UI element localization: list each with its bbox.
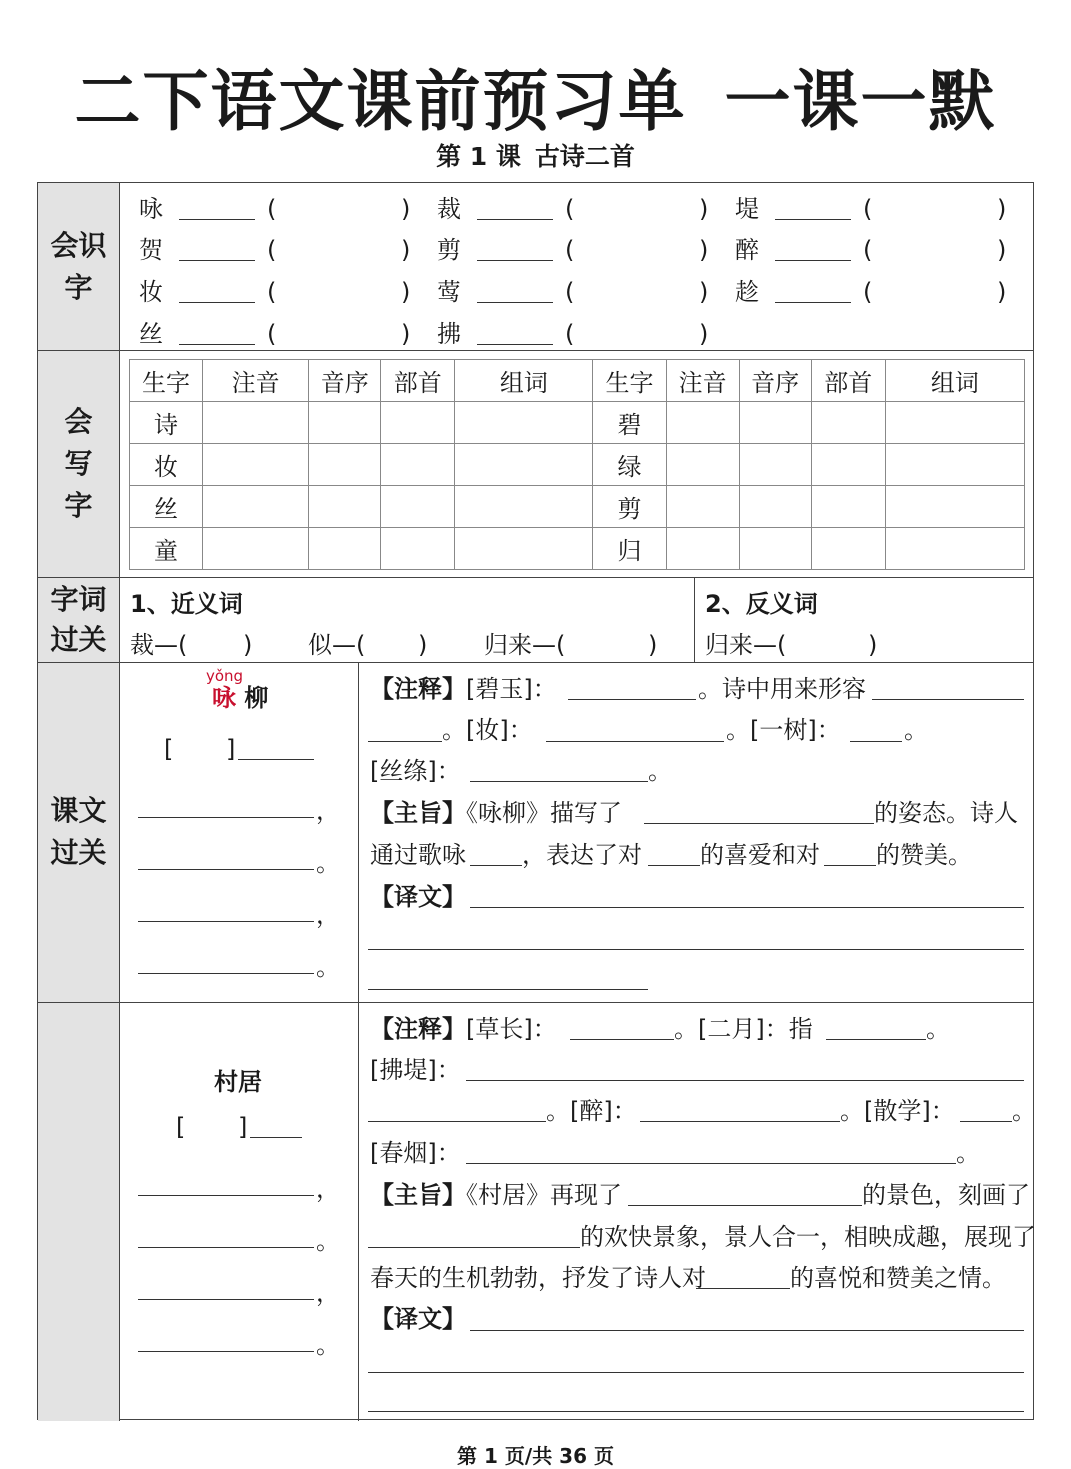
- table-cell[interactable]: [885, 402, 1024, 444]
- table-cell[interactable]: [811, 402, 885, 444]
- table-cell[interactable]: [309, 486, 381, 528]
- table-cell[interactable]: [885, 528, 1024, 570]
- close-paren: ): [418, 631, 428, 659]
- pinyin-blank: [179, 302, 255, 303]
- write-char: 妆: [130, 444, 203, 486]
- table-row: [130, 528, 1025, 570]
- pinyin-blank: [775, 219, 851, 220]
- open-paren: (: [863, 236, 873, 264]
- theme-text: ，表达了对: [522, 841, 642, 869]
- pinyin-annotation: yǒng: [206, 667, 244, 685]
- write-char: 丝: [130, 486, 203, 528]
- table-header: 组词: [885, 360, 1024, 402]
- table-header: 生字: [593, 360, 666, 402]
- recognize-char: 丝: [139, 320, 163, 348]
- table-cell[interactable]: [203, 444, 309, 486]
- table-cell[interactable]: [309, 444, 381, 486]
- note-text: 。[妆]：: [442, 716, 533, 744]
- note-text: [丝绦]：: [370, 757, 461, 785]
- open-paren: (: [267, 320, 277, 348]
- theme-text: 春天的生机勃勃，抒发了诗人对: [370, 1264, 706, 1292]
- close-paren: ): [648, 631, 658, 659]
- close-paren: ): [243, 631, 253, 659]
- note-text: 。[二月]：指: [674, 1015, 813, 1043]
- recognize-char: 拂: [437, 320, 461, 348]
- pinyin-blank: [775, 302, 851, 303]
- antonym-title: 2、反义词: [705, 590, 818, 618]
- table-cell[interactable]: [203, 402, 309, 444]
- table-cell[interactable]: [381, 486, 455, 528]
- lesson-subtitle: 第 1 课 古诗二首: [436, 142, 635, 171]
- note-text: 。: [648, 757, 672, 785]
- antonym-item: 归来—(: [705, 631, 787, 659]
- open-paren: (: [565, 278, 575, 306]
- poem1-title: 咏 柳: [212, 684, 269, 712]
- table-cell[interactable]: [885, 486, 1024, 528]
- author-blank: [250, 1137, 302, 1138]
- label-words: 字词过关: [38, 577, 120, 662]
- line-punct: 。: [316, 1331, 340, 1359]
- translation-label: 【译文】: [370, 1305, 466, 1333]
- poem-line-blank: [138, 1351, 314, 1352]
- table-cell[interactable]: [739, 486, 811, 528]
- open-paren: (: [565, 320, 575, 348]
- pinyin-blank: [179, 219, 255, 220]
- line-punct: 。: [316, 1227, 340, 1255]
- poem2-notes-1: 【注释】[草长]：: [370, 1015, 557, 1043]
- poem-line-blank: [138, 1299, 314, 1300]
- table-cell[interactable]: [739, 444, 811, 486]
- poem-line-blank: [138, 817, 314, 818]
- poem2-theme-1: 【主旨】《村居》再现了: [370, 1181, 622, 1209]
- worksheet-table: [37, 182, 1034, 1420]
- table-cell[interactable]: [666, 486, 739, 528]
- note-text: 。: [926, 1015, 950, 1043]
- close-paren: ): [997, 278, 1007, 306]
- open-paren: (: [565, 195, 575, 223]
- note-text: [拂堤]：: [370, 1056, 461, 1084]
- translation-label: 【译文】: [370, 883, 466, 911]
- table-cell[interactable]: [203, 528, 309, 570]
- table-cell[interactable]: [666, 444, 739, 486]
- table-cell[interactable]: [309, 528, 381, 570]
- close-paren: ): [699, 320, 709, 348]
- table-cell[interactable]: [455, 444, 593, 486]
- theme-text: 通过歌咏: [370, 841, 466, 869]
- open-paren: (: [267, 278, 277, 306]
- table-row: [130, 402, 1025, 444]
- table-cell[interactable]: [739, 402, 811, 444]
- note-text: 。[散学]：: [840, 1097, 955, 1125]
- theme-text: 的欢快景象，景人合一，相映成趣，展现了: [580, 1223, 1036, 1251]
- open-paren: (: [863, 278, 873, 306]
- table-header: 组词: [455, 360, 593, 402]
- recognize-char: 堤: [735, 195, 759, 223]
- write-char: 归: [593, 528, 666, 570]
- table-header: 部首: [381, 360, 455, 402]
- label-write: 会写字: [38, 350, 120, 577]
- write-char: 剪: [593, 486, 666, 528]
- table-cell[interactable]: [885, 444, 1024, 486]
- close-paren: ): [868, 631, 878, 659]
- write-chars-table: [129, 359, 1025, 570]
- write-char: 童: [130, 528, 203, 570]
- author-bracket: ]: [226, 735, 236, 763]
- note-text: 。: [956, 1139, 980, 1167]
- table-cell[interactable]: [381, 402, 455, 444]
- label-text-2: [38, 1002, 120, 1421]
- write-char: 诗: [130, 402, 203, 444]
- synonym-item: 裁—(: [130, 631, 188, 659]
- table-cell[interactable]: [811, 486, 885, 528]
- poem-line-blank: [138, 921, 314, 922]
- theme-text: 的喜悦和赞美之情。: [790, 1264, 1006, 1292]
- label-text: 课文过关: [38, 662, 120, 1002]
- table-cell[interactable]: [739, 528, 811, 570]
- open-paren: (: [267, 195, 277, 223]
- page-footer: 第 1 页/共 36 页: [457, 1444, 614, 1468]
- table-cell[interactable]: [666, 402, 739, 444]
- theme-text: 的姿态。诗人: [874, 799, 1018, 827]
- table-cell[interactable]: [203, 486, 309, 528]
- write-char: 碧: [593, 402, 666, 444]
- write-char: 绿: [593, 444, 666, 486]
- line-punct: ，: [316, 797, 340, 825]
- line-punct: ，: [316, 1279, 340, 1307]
- poem-line-blank: [138, 869, 314, 870]
- open-paren: (: [863, 195, 873, 223]
- table-header: 生字: [130, 360, 203, 402]
- pinyin-blank: [477, 302, 553, 303]
- line-punct: ，: [316, 901, 340, 929]
- poem-line-blank: [138, 1195, 314, 1196]
- close-paren: ): [997, 195, 1007, 223]
- author-blank: [238, 759, 314, 760]
- note-text: 。[一树]：: [726, 716, 841, 744]
- author-bracket: [: [176, 1113, 186, 1141]
- table-cell[interactable]: [455, 486, 593, 528]
- close-paren: ): [401, 236, 411, 264]
- table-row: [130, 486, 1025, 528]
- recognize-char: 醉: [735, 236, 759, 264]
- table-header: 音序: [739, 360, 811, 402]
- poem2-title: 村居: [214, 1068, 262, 1096]
- open-paren: (: [267, 236, 277, 264]
- table-cell[interactable]: [811, 444, 885, 486]
- table-cell[interactable]: [666, 528, 739, 570]
- synonym-title: 1、近义词: [130, 590, 243, 618]
- poem1-theme-1: 【主旨】《咏柳》描写了: [370, 799, 622, 827]
- note-text: 。诗中用来形容: [698, 675, 866, 703]
- close-paren: ): [699, 278, 709, 306]
- author-bracket: ]: [238, 1113, 248, 1141]
- close-paren: ): [699, 195, 709, 223]
- close-paren: ): [401, 278, 411, 306]
- recognize-char: 裁: [437, 195, 461, 223]
- line-punct: ，: [316, 1175, 340, 1203]
- theme-text: 的赞美。: [876, 841, 972, 869]
- synonym-item: 似—(: [308, 631, 366, 659]
- recognize-char: 妆: [139, 278, 163, 306]
- recognize-char: 莺: [437, 278, 461, 306]
- table-cell[interactable]: [381, 444, 455, 486]
- note-text: [春烟]：: [370, 1139, 461, 1167]
- poem-line-blank: [138, 973, 314, 974]
- pinyin-blank: [179, 260, 255, 261]
- open-paren: (: [565, 236, 575, 264]
- pinyin-blank: [775, 260, 851, 261]
- close-paren: ): [401, 195, 411, 223]
- synonym-item: 归来—(: [484, 631, 566, 659]
- recognize-char: 咏: [139, 195, 163, 223]
- table-header: 音序: [309, 360, 381, 402]
- recognize-char: 剪: [437, 236, 461, 264]
- recognize-char: 趁: [735, 278, 759, 306]
- table-row: [130, 444, 1025, 486]
- label-recognize: 会识字: [38, 183, 120, 350]
- pinyin-blank: [477, 219, 553, 220]
- note-text: 。: [1012, 1097, 1036, 1125]
- table-cell[interactable]: [455, 402, 593, 444]
- table-cell[interactable]: [811, 528, 885, 570]
- note-text: 。: [904, 716, 928, 744]
- recognize-char: 贺: [139, 236, 163, 264]
- close-paren: ): [699, 236, 709, 264]
- page-title: 二下语文课前预习单 一课一默: [74, 62, 997, 140]
- table-cell[interactable]: [381, 528, 455, 570]
- table-cell[interactable]: [309, 402, 381, 444]
- table-header: 部首: [811, 360, 885, 402]
- theme-text: 的景色，刻画了: [862, 1181, 1030, 1209]
- line-punct: 。: [316, 849, 340, 877]
- theme-text: 的喜爱和对: [700, 841, 820, 869]
- poem-line-blank: [138, 1247, 314, 1248]
- poem1-notes-1: 【注释】[碧玉]：: [370, 675, 557, 703]
- line-punct: 。: [316, 953, 340, 981]
- pinyin-blank: [477, 344, 553, 345]
- author-bracket: [: [164, 735, 174, 763]
- pinyin-blank: [179, 344, 255, 345]
- pinyin-blank: [477, 260, 553, 261]
- table-header: 注音: [203, 360, 309, 402]
- close-paren: ): [997, 236, 1007, 264]
- table-header: 注音: [666, 360, 739, 402]
- close-paren: ): [401, 320, 411, 348]
- note-text: 。[醉]：: [546, 1097, 637, 1125]
- table-cell[interactable]: [455, 528, 593, 570]
